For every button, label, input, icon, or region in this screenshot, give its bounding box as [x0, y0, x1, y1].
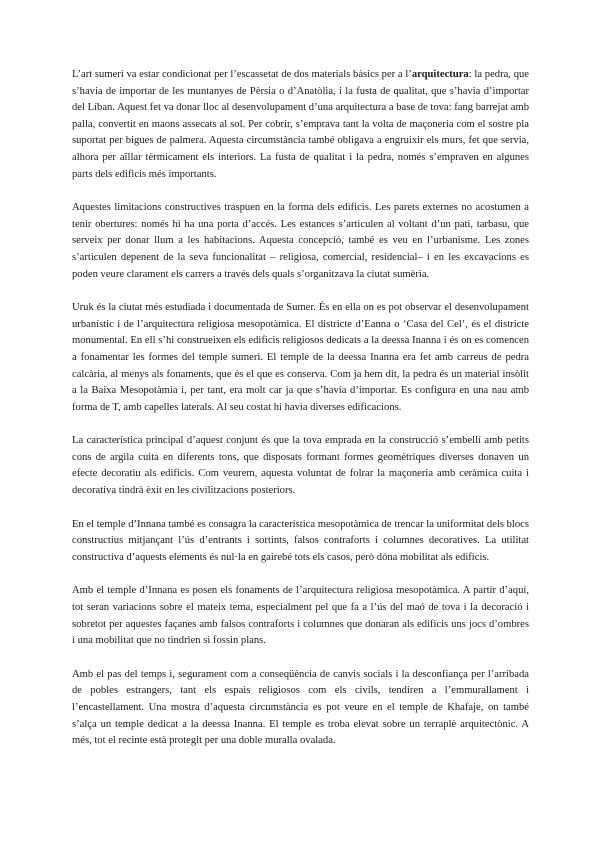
paragraph-7: Amb el pas del temps i, segurament com a conseqüència de canvis socials i la desconfiança per l’arribada de pobles estrangers, tant els espais religiosos com els civils, tendiren a l’emmurallament i l’encastellament. Una mostra d’aquesta circumstància es pot veure en el temple de Khafaje, on també s’alça un temple dedicat a la deessa Inanna. El temple es troba elevat sobre un terraplè arquitectònic. A més, tot el recinte està protegit per una doble muralla ovalada.: [72, 668, 529, 747]
paragraph-1-text-before: L’art sumeri va estar condicionat per l’escassetat de dos materials bàsics per a l’: [72, 69, 412, 80]
paragraph-5: En el temple d’Innana també es consagra la característica mesopotàmica de trencar la uniformitat dels blocs constructius mitjançant l’ús d’entrants i sortints, falsos contraforts i columnes decoratives. La utilitat constructiva d’aquests elements és nul·la en gairebé tots els casos, però dóna mobilitat als edificis.: [72, 518, 529, 563]
paragraph-1-text-after: : la pedra, que s’havia de importar de les muntanyes de Pèrsia o d’Anatòlia, i la fusta de qualitat, que s’havia d’importar del Líban. Aquest fet va donar lloc al desenvolupament d’una arquitectura a base de tova: fang barrejat amb palla, convertit en maons assecats al sol. Per cobrir, s’emprava tant la volta de maçoneria com el sostre pla suportat per bigues de palmera. Aquesta circumstància també obligava a engruixir els murs, fet que servia, alhora per aïllar tèrmicament els interiors. La fusta de qualitat i la pedra, només s’empraven en algunes parts dels edificis més importants.: [72, 69, 529, 180]
paragraph-3: Uruk és la ciutat més estudiada i documentada de Sumer. És en ella on es pot observar el desenvolupament urbanístic i de l’arquitectura religiosa mesopotàmica. El districte d’Eanna o ‘Casa del Cel’, és el districte monumental. En ell s’hi construeixen els edificis religiosos dedicats a la deessa Inanna i és on es comencen a fonamentar les formes del temple sumeri. El temple de la deessa Inanna era fet amb carreus de pedra calcària, al menys als fonaments, que és el que es conserva. Com ja hem dit, la pedra és un material insòlit a la Baixa Mesopotàmia i, per tant, era molt car ja que s’havia d’importar. Es configura en una nau amb forma de T, amb capelles laterals. Al seu costat hi havia diverses edificacions.: [72, 302, 529, 413]
paragraph-1: [72, 67, 529, 183]
paragraph-4: La característica principal d’aquest conjunt és que la tova emprada en la construcció s’embellí amb petits cons de argila cuita en diferents tons, que disposats formant formes geomètriques diverses donaven un efecte decoratiu als edificis. Com veurem, aquesta voluntat de folrar la maçoneria amb ceràmica cuita i decorativa tindrà èxit en les civilitzacions posteriors.: [72, 435, 529, 497]
bold-term-arquitectura: arquitectura: [411, 69, 469, 80]
paragraph-2: Aquestes limitacions constructives traspuen en la forma dels edificis. Les parets externes no acostumen a tenir obertures: només hi ha una porta d’accés. Les estances s’articulen al voltant d’un pati, tarbasu, que serveix per donar llum a les habitacions. Aquesta concepció, també es veu en l’urbanisme. Les zones s’articulen depenent de la seva funcionalitat – religiosa, comercial, residencial– i en les excavacions es poden veure clarament els carrers a través dels quals s’organitzava la ciutat sumèria.: [72, 202, 529, 280]
paragraph-6: Amb el temple d’Innana es posen els fonaments de l’arquitectura religiosa mesopotàmica. A partir d’aquí, tot seran variacions sobre el mateix tema, especialment pel que fa a l’ús del maó de tova i la decoració i sobretot per aquestes façanes amb falsos contraforts i columnes que donaran als edificis uns jocs d’ombres i una mobilitat que no tindrien si fossin plans.: [72, 585, 529, 647]
